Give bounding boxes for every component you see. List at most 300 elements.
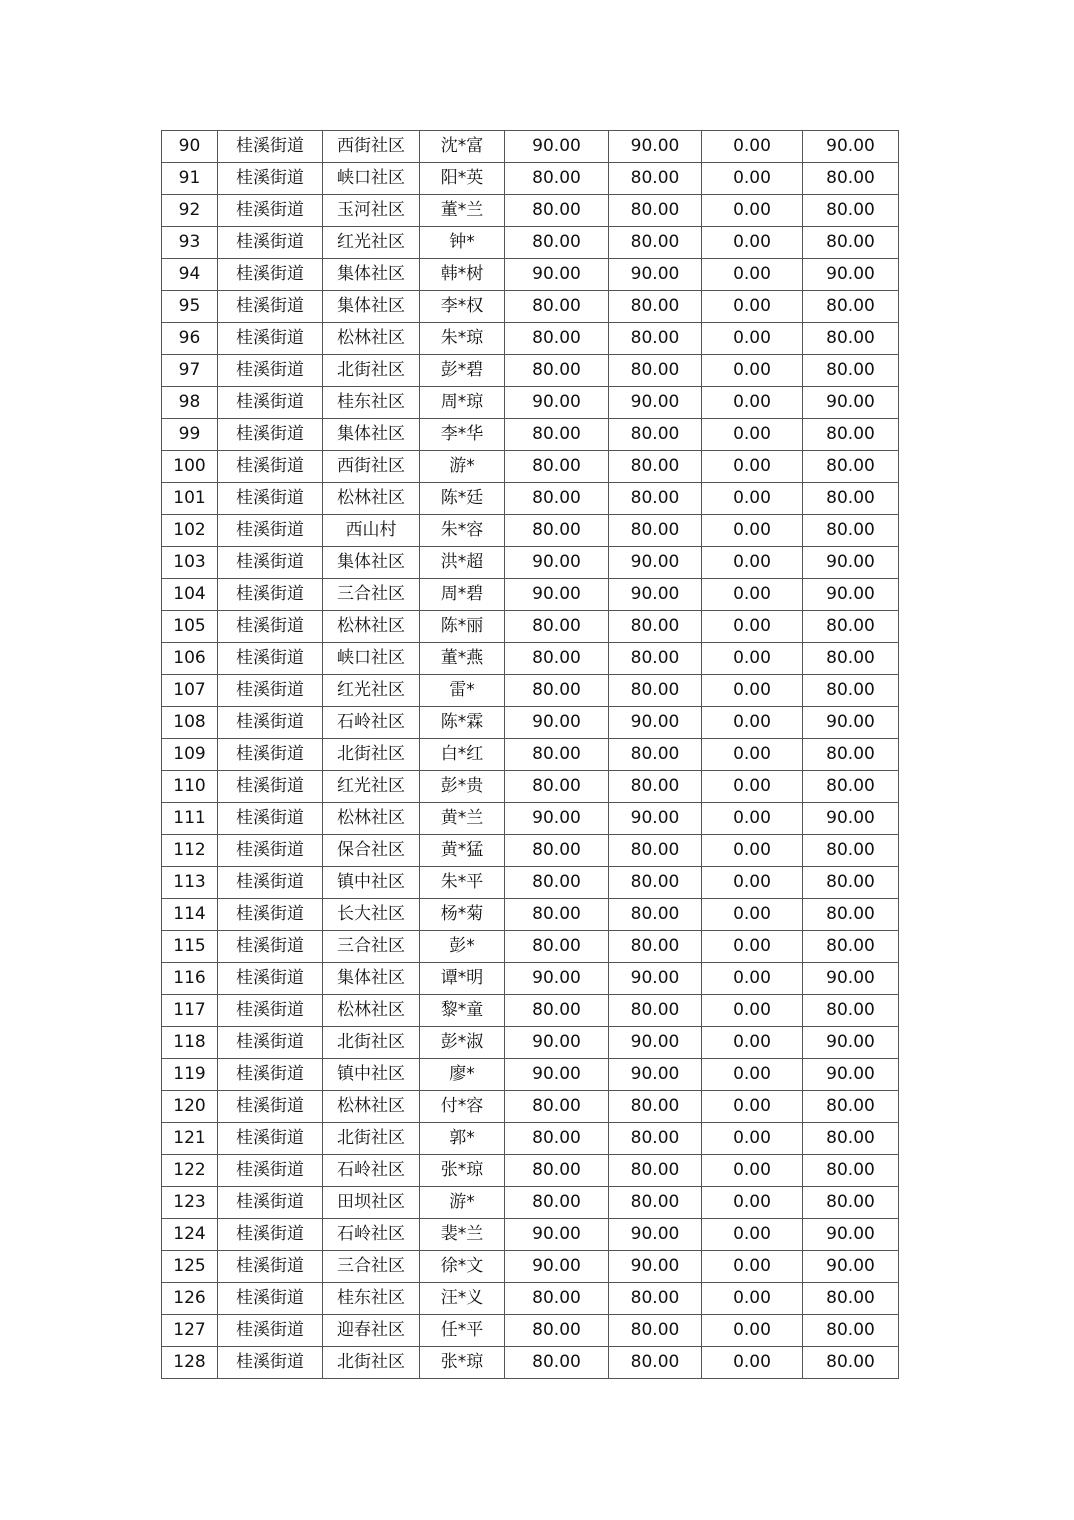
amount-cell: 0.00 [702, 995, 803, 1027]
community-cell: 桂东社区 [323, 387, 420, 419]
amount-cell: 0.00 [702, 387, 803, 419]
name-cell: 周*琼 [420, 387, 505, 419]
table-row [162, 579, 899, 611]
name-cell: 游* [420, 451, 505, 483]
amount-cell: 0.00 [702, 547, 803, 579]
amount-cell: 0.00 [702, 963, 803, 995]
amount-cell: 80.00 [609, 867, 702, 899]
table-row [162, 1155, 899, 1187]
amount-cell: 80.00 [609, 931, 702, 963]
street-cell: 桂溪街道 [218, 899, 323, 931]
amount-cell: 0.00 [702, 803, 803, 835]
amount-cell: 90.00 [505, 1219, 609, 1251]
amount-cell: 80.00 [505, 1347, 609, 1379]
table-row [162, 803, 899, 835]
name-cell: 董*燕 [420, 643, 505, 675]
community-cell: 田坝社区 [323, 1187, 420, 1219]
name-cell: 李*权 [420, 291, 505, 323]
amount-cell: 0.00 [702, 515, 803, 547]
street-cell: 桂溪街道 [218, 1155, 323, 1187]
row-number-cell: 112 [162, 835, 218, 867]
amount-cell: 80.00 [803, 451, 899, 483]
row-number-cell: 120 [162, 1091, 218, 1123]
amount-cell: 80.00 [505, 675, 609, 707]
amount-cell: 0.00 [702, 1091, 803, 1123]
table-row [162, 291, 899, 323]
table-row [162, 515, 899, 547]
community-cell: 红光社区 [323, 227, 420, 259]
community-cell: 北街社区 [323, 355, 420, 387]
amount-cell: 80.00 [609, 291, 702, 323]
row-number-cell: 123 [162, 1187, 218, 1219]
table-row [162, 899, 899, 931]
name-cell: 黎*童 [420, 995, 505, 1027]
amount-cell: 90.00 [803, 803, 899, 835]
row-number-cell: 119 [162, 1059, 218, 1091]
table-row [162, 1283, 899, 1315]
street-cell: 桂溪街道 [218, 387, 323, 419]
amount-cell: 80.00 [505, 1123, 609, 1155]
amount-cell: 80.00 [609, 1091, 702, 1123]
amount-cell: 0.00 [702, 1251, 803, 1283]
amount-cell: 80.00 [505, 451, 609, 483]
amount-cell: 90.00 [609, 131, 702, 163]
community-cell: 西街社区 [323, 131, 420, 163]
amount-cell: 0.00 [702, 355, 803, 387]
amount-cell: 0.00 [702, 163, 803, 195]
row-number-cell: 122 [162, 1155, 218, 1187]
street-cell: 桂溪街道 [218, 227, 323, 259]
amount-cell: 80.00 [803, 1187, 899, 1219]
table-row [162, 1091, 899, 1123]
amount-cell: 90.00 [803, 1219, 899, 1251]
row-number-cell: 98 [162, 387, 218, 419]
community-cell: 西街社区 [323, 451, 420, 483]
name-cell: 裴*兰 [420, 1219, 505, 1251]
amount-cell: 90.00 [505, 547, 609, 579]
street-cell: 桂溪街道 [218, 163, 323, 195]
street-cell: 桂溪街道 [218, 323, 323, 355]
table-row [162, 675, 899, 707]
community-cell: 镇中社区 [323, 1059, 420, 1091]
amount-cell: 80.00 [609, 483, 702, 515]
amount-cell: 0.00 [702, 1315, 803, 1347]
amount-cell: 80.00 [803, 899, 899, 931]
name-cell: 朱*容 [420, 515, 505, 547]
amount-cell: 80.00 [803, 419, 899, 451]
community-cell: 集体社区 [323, 419, 420, 451]
amount-cell: 80.00 [609, 1123, 702, 1155]
amount-cell: 80.00 [505, 1315, 609, 1347]
amount-cell: 80.00 [803, 515, 899, 547]
amount-cell: 90.00 [609, 1027, 702, 1059]
street-cell: 桂溪街道 [218, 835, 323, 867]
amount-cell: 80.00 [609, 227, 702, 259]
name-cell: 黄*猛 [420, 835, 505, 867]
amount-cell: 80.00 [803, 163, 899, 195]
community-cell: 迎春社区 [323, 1315, 420, 1347]
community-cell: 红光社区 [323, 771, 420, 803]
table-row [162, 739, 899, 771]
row-number-cell: 96 [162, 323, 218, 355]
amount-cell: 80.00 [505, 1091, 609, 1123]
name-cell: 朱*平 [420, 867, 505, 899]
amount-cell: 80.00 [609, 451, 702, 483]
amount-cell: 90.00 [505, 1059, 609, 1091]
row-number-cell: 113 [162, 867, 218, 899]
amount-cell: 80.00 [803, 611, 899, 643]
name-cell: 朱*琼 [420, 323, 505, 355]
amount-cell: 80.00 [803, 643, 899, 675]
amount-cell: 80.00 [505, 867, 609, 899]
amount-cell: 80.00 [505, 771, 609, 803]
amount-cell: 90.00 [803, 963, 899, 995]
amount-cell: 0.00 [702, 1219, 803, 1251]
row-number-cell: 106 [162, 643, 218, 675]
community-cell: 北街社区 [323, 1027, 420, 1059]
amount-cell: 90.00 [803, 1251, 899, 1283]
amount-cell: 80.00 [609, 995, 702, 1027]
row-number-cell: 111 [162, 803, 218, 835]
name-cell: 廖* [420, 1059, 505, 1091]
row-number-cell: 108 [162, 707, 218, 739]
table-row [162, 547, 899, 579]
amount-cell: 80.00 [803, 1315, 899, 1347]
street-cell: 桂溪街道 [218, 675, 323, 707]
amount-cell: 90.00 [609, 963, 702, 995]
table-row [162, 355, 899, 387]
amount-cell: 80.00 [803, 1347, 899, 1379]
amount-cell: 80.00 [803, 291, 899, 323]
amount-cell: 80.00 [505, 835, 609, 867]
table-row [162, 771, 899, 803]
amount-cell: 80.00 [803, 771, 899, 803]
amount-cell: 80.00 [609, 1315, 702, 1347]
row-number-cell: 93 [162, 227, 218, 259]
street-cell: 桂溪街道 [218, 195, 323, 227]
name-cell: 陈*丽 [420, 611, 505, 643]
amount-cell: 90.00 [505, 963, 609, 995]
row-number-cell: 101 [162, 483, 218, 515]
amount-cell: 90.00 [803, 259, 899, 291]
amount-cell: 80.00 [803, 227, 899, 259]
table-row [162, 259, 899, 291]
amount-cell: 80.00 [803, 483, 899, 515]
table-row [162, 707, 899, 739]
name-cell: 沈*富 [420, 131, 505, 163]
amount-cell: 80.00 [505, 195, 609, 227]
amount-cell: 0.00 [702, 451, 803, 483]
community-cell: 集体社区 [323, 547, 420, 579]
name-cell: 张*琼 [420, 1155, 505, 1187]
table-row [162, 1219, 899, 1251]
table-row [162, 1347, 899, 1379]
table-row [162, 387, 899, 419]
street-cell: 桂溪街道 [218, 963, 323, 995]
row-number-cell: 95 [162, 291, 218, 323]
name-cell: 彭* [420, 931, 505, 963]
amount-cell: 80.00 [609, 515, 702, 547]
name-cell: 徐*文 [420, 1251, 505, 1283]
street-cell: 桂溪街道 [218, 643, 323, 675]
community-cell: 三合社区 [323, 1251, 420, 1283]
amount-cell: 0.00 [702, 1123, 803, 1155]
table-row [162, 835, 899, 867]
amount-cell: 80.00 [505, 227, 609, 259]
name-cell: 彭*贵 [420, 771, 505, 803]
amount-cell: 0.00 [702, 771, 803, 803]
name-cell: 陈*廷 [420, 483, 505, 515]
street-cell: 桂溪街道 [218, 739, 323, 771]
amount-cell: 80.00 [609, 675, 702, 707]
amount-cell: 80.00 [803, 931, 899, 963]
amount-cell: 80.00 [505, 515, 609, 547]
amount-cell: 80.00 [609, 163, 702, 195]
row-number-cell: 104 [162, 579, 218, 611]
street-cell: 桂溪街道 [218, 931, 323, 963]
table-row [162, 1027, 899, 1059]
amount-cell: 0.00 [702, 195, 803, 227]
street-cell: 桂溪街道 [218, 803, 323, 835]
amount-cell: 0.00 [702, 611, 803, 643]
row-number-cell: 109 [162, 739, 218, 771]
amount-cell: 0.00 [702, 1187, 803, 1219]
street-cell: 桂溪街道 [218, 579, 323, 611]
amount-cell: 0.00 [702, 931, 803, 963]
row-number-cell: 97 [162, 355, 218, 387]
row-number-cell: 102 [162, 515, 218, 547]
amount-cell: 0.00 [702, 867, 803, 899]
amount-cell: 80.00 [609, 1347, 702, 1379]
amount-cell: 0.00 [702, 227, 803, 259]
amount-cell: 0.00 [702, 419, 803, 451]
amount-cell: 90.00 [609, 259, 702, 291]
amount-cell: 90.00 [609, 1219, 702, 1251]
amount-cell: 0.00 [702, 1059, 803, 1091]
street-cell: 桂溪街道 [218, 1219, 323, 1251]
row-number-cell: 100 [162, 451, 218, 483]
amount-cell: 90.00 [505, 707, 609, 739]
community-cell: 石岭社区 [323, 1155, 420, 1187]
name-cell: 游* [420, 1187, 505, 1219]
street-cell: 桂溪街道 [218, 867, 323, 899]
amount-cell: 90.00 [803, 1027, 899, 1059]
row-number-cell: 90 [162, 131, 218, 163]
amount-cell: 0.00 [702, 579, 803, 611]
table-row [162, 611, 899, 643]
amount-cell: 80.00 [505, 1155, 609, 1187]
row-number-cell: 128 [162, 1347, 218, 1379]
street-cell: 桂溪街道 [218, 451, 323, 483]
name-cell: 彭*淑 [420, 1027, 505, 1059]
amount-cell: 90.00 [803, 387, 899, 419]
row-number-cell: 126 [162, 1283, 218, 1315]
amount-cell: 80.00 [609, 1155, 702, 1187]
street-cell: 桂溪街道 [218, 1059, 323, 1091]
amount-cell: 80.00 [803, 867, 899, 899]
row-number-cell: 99 [162, 419, 218, 451]
table-row [162, 1059, 899, 1091]
amount-cell: 0.00 [702, 1347, 803, 1379]
name-cell: 任*平 [420, 1315, 505, 1347]
amount-cell: 0.00 [702, 675, 803, 707]
amount-cell: 80.00 [609, 323, 702, 355]
table-row [162, 195, 899, 227]
amount-cell: 0.00 [702, 899, 803, 931]
street-cell: 桂溪街道 [218, 419, 323, 451]
name-cell: 韩*树 [420, 259, 505, 291]
amount-cell: 0.00 [702, 1283, 803, 1315]
amount-cell: 90.00 [803, 579, 899, 611]
amount-cell: 80.00 [505, 995, 609, 1027]
community-cell: 集体社区 [323, 291, 420, 323]
community-cell: 北街社区 [323, 1347, 420, 1379]
street-cell: 桂溪街道 [218, 547, 323, 579]
amount-cell: 80.00 [609, 419, 702, 451]
amount-cell: 80.00 [609, 1187, 702, 1219]
amount-cell: 90.00 [803, 707, 899, 739]
amount-cell: 80.00 [609, 835, 702, 867]
street-cell: 桂溪街道 [218, 1091, 323, 1123]
amount-cell: 80.00 [803, 739, 899, 771]
amount-cell: 80.00 [505, 643, 609, 675]
amount-cell: 80.00 [505, 483, 609, 515]
amount-cell: 90.00 [505, 579, 609, 611]
community-cell: 北街社区 [323, 1123, 420, 1155]
amount-cell: 90.00 [609, 1251, 702, 1283]
table-row [162, 963, 899, 995]
amount-cell: 90.00 [803, 1059, 899, 1091]
table-row [162, 867, 899, 899]
amount-cell: 90.00 [505, 387, 609, 419]
amount-cell: 0.00 [702, 835, 803, 867]
amount-cell: 0.00 [702, 707, 803, 739]
amount-cell: 90.00 [609, 707, 702, 739]
amount-cell: 0.00 [702, 291, 803, 323]
amount-cell: 80.00 [505, 163, 609, 195]
row-number-cell: 110 [162, 771, 218, 803]
row-number-cell: 105 [162, 611, 218, 643]
amount-cell: 80.00 [609, 899, 702, 931]
community-cell: 三合社区 [323, 931, 420, 963]
amount-cell: 80.00 [505, 899, 609, 931]
street-cell: 桂溪街道 [218, 1251, 323, 1283]
community-cell: 集体社区 [323, 259, 420, 291]
name-cell: 付*容 [420, 1091, 505, 1123]
amount-cell: 0.00 [702, 739, 803, 771]
amount-cell: 0.00 [702, 323, 803, 355]
amount-cell: 80.00 [609, 611, 702, 643]
amount-cell: 80.00 [803, 675, 899, 707]
row-number-cell: 94 [162, 259, 218, 291]
amount-cell: 80.00 [609, 739, 702, 771]
row-number-cell: 127 [162, 1315, 218, 1347]
community-cell: 松林社区 [323, 323, 420, 355]
name-cell: 洪*超 [420, 547, 505, 579]
community-cell: 保合社区 [323, 835, 420, 867]
amount-cell: 0.00 [702, 259, 803, 291]
amount-cell: 80.00 [803, 323, 899, 355]
amount-cell: 90.00 [505, 259, 609, 291]
amount-cell: 90.00 [609, 803, 702, 835]
community-cell: 长大社区 [323, 899, 420, 931]
amount-cell: 90.00 [609, 1059, 702, 1091]
community-cell: 石岭社区 [323, 707, 420, 739]
street-cell: 桂溪街道 [218, 483, 323, 515]
row-number-cell: 117 [162, 995, 218, 1027]
community-cell: 峡口社区 [323, 163, 420, 195]
amount-cell: 90.00 [609, 579, 702, 611]
table-row [162, 483, 899, 515]
amount-cell: 80.00 [505, 291, 609, 323]
street-cell: 桂溪街道 [218, 259, 323, 291]
community-cell: 西山村 [323, 515, 420, 547]
amount-cell: 80.00 [505, 739, 609, 771]
amount-cell: 80.00 [609, 195, 702, 227]
table-body [162, 131, 899, 1379]
name-cell: 张*琼 [420, 1347, 505, 1379]
amount-cell: 80.00 [803, 995, 899, 1027]
street-cell: 桂溪街道 [218, 291, 323, 323]
amount-cell: 80.00 [505, 355, 609, 387]
name-cell: 雷* [420, 675, 505, 707]
street-cell: 桂溪街道 [218, 1347, 323, 1379]
amount-cell: 80.00 [505, 931, 609, 963]
community-cell: 松林社区 [323, 1091, 420, 1123]
amount-cell: 80.00 [505, 1283, 609, 1315]
table-row [162, 323, 899, 355]
street-cell: 桂溪街道 [218, 1315, 323, 1347]
community-cell: 峡口社区 [323, 643, 420, 675]
amount-cell: 80.00 [609, 355, 702, 387]
amount-cell: 90.00 [505, 803, 609, 835]
community-cell: 红光社区 [323, 675, 420, 707]
amount-cell: 90.00 [609, 387, 702, 419]
table-row [162, 995, 899, 1027]
community-cell: 三合社区 [323, 579, 420, 611]
name-cell: 陈*霖 [420, 707, 505, 739]
amount-cell: 80.00 [803, 1123, 899, 1155]
row-number-cell: 115 [162, 931, 218, 963]
street-cell: 桂溪街道 [218, 1283, 323, 1315]
community-cell: 玉河社区 [323, 195, 420, 227]
street-cell: 桂溪街道 [218, 1027, 323, 1059]
amount-cell: 80.00 [505, 323, 609, 355]
amount-cell: 0.00 [702, 1155, 803, 1187]
name-cell: 董*兰 [420, 195, 505, 227]
row-number-cell: 114 [162, 899, 218, 931]
name-cell: 黄*兰 [420, 803, 505, 835]
community-cell: 北街社区 [323, 739, 420, 771]
amount-cell: 90.00 [609, 547, 702, 579]
amount-cell: 90.00 [505, 1027, 609, 1059]
table-row [162, 451, 899, 483]
street-cell: 桂溪街道 [218, 995, 323, 1027]
street-cell: 桂溪街道 [218, 131, 323, 163]
table-row [162, 643, 899, 675]
amount-cell: 80.00 [803, 195, 899, 227]
table-row [162, 931, 899, 963]
amount-cell: 80.00 [505, 611, 609, 643]
amount-cell: 80.00 [803, 835, 899, 867]
community-cell: 镇中社区 [323, 867, 420, 899]
table-row [162, 227, 899, 259]
table-row [162, 1251, 899, 1283]
table-row [162, 1315, 899, 1347]
amount-cell: 80.00 [505, 419, 609, 451]
row-number-cell: 116 [162, 963, 218, 995]
row-number-cell: 118 [162, 1027, 218, 1059]
